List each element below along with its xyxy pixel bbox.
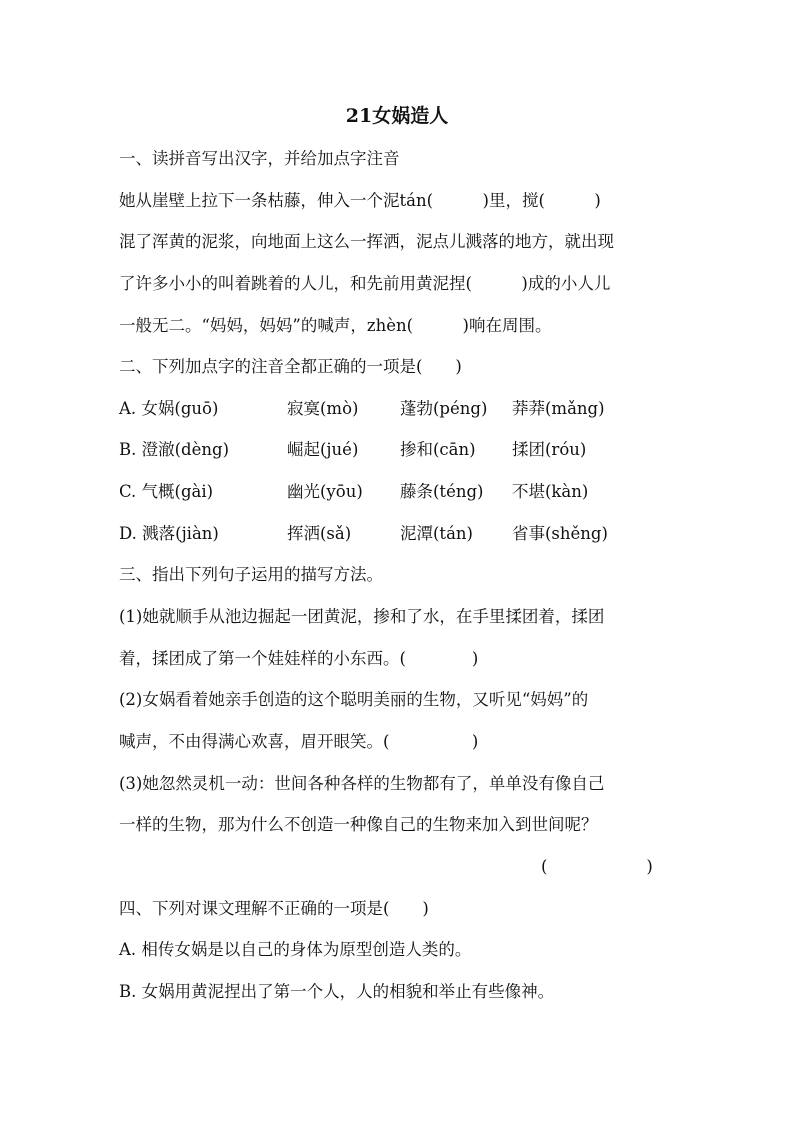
section3-line: (1)她就顺手从池边掘起一团黄泥，掺和了水，在手里揉团着，揉团	[119, 607, 605, 626]
answer-blank: ( )	[541, 857, 653, 876]
option-b-item-2: 崛起(jué)	[287, 440, 359, 459]
section3-line: (3)她忽然灵机一动：世间各种各样的生物都有了，单单没有像自己	[119, 774, 605, 793]
section3-line: (2)女娲看着她亲手创造的这个聪明美丽的生物，又听见“妈妈”的	[119, 690, 589, 709]
page-title: 21女娲造人	[345, 105, 449, 127]
section1-line: 混了浑黄的泥浆，向地面上这么一挥洒，泥点儿溅落的地方，就出现	[119, 232, 614, 251]
option-a-item-4: 莽莽(mǎng)	[512, 399, 605, 418]
option-b-item-3: 掺和(cān)	[400, 440, 476, 459]
option-c-item-4: 不堪(kàn)	[512, 482, 589, 501]
section1-line: 了许多小小的叫着跳着的人儿，和先前用黄泥捏( )成的小人儿	[119, 274, 611, 293]
option-a-item-3: 蓬勃(péng)	[400, 399, 488, 418]
section3-line: 喊声，不由得满心欢喜，眉开眼笑。( )	[119, 732, 479, 751]
section2-heading: 二、下列加点字的注音全都正确的一项是( )	[119, 357, 462, 376]
option-c-item-3: 藤条(téng)	[400, 482, 484, 501]
section4-option-a: A. 相传女娲是以自己的身体为原型创造人类的。	[119, 940, 472, 959]
section1-line: 她从崖壁上拉下一条枯藤，伸入一个泥tán( )里，搅( )	[119, 191, 601, 210]
option-a-item-2: 寂寞(mò)	[287, 399, 359, 418]
option-c-item-2: 幽光(yōu)	[287, 482, 363, 501]
section1-heading: 一、读拼音写出汉字，并给加点字注音	[119, 149, 400, 168]
section3-line: 一样的生物，那为什么不创造一种像自己的生物来加入到世间呢？	[119, 815, 598, 834]
option-b-item-1: B. 澄澈(dèng)	[119, 440, 230, 459]
option-b-item-4: 揉团(róu)	[512, 440, 587, 459]
section4-option-b: B. 女娲用黄泥捏出了第一个人，人的相貌和举止有些像神。	[119, 982, 555, 1001]
option-d-item-4: 省事(shěng)	[512, 524, 608, 543]
option-d-item-1: D. 溅落(jiàn)	[119, 524, 219, 543]
option-d-item-2: 挥洒(sǎ)	[287, 524, 352, 543]
option-a-item-1: A. 女娲(guō)	[119, 399, 219, 418]
option-d-item-3: 泥潭(tán)	[400, 524, 473, 543]
section3-heading: 三、指出下列句子运用的描写方法。	[119, 565, 383, 584]
section3-line: 着，揉团成了第一个娃娃样的小东西。( )	[119, 649, 479, 668]
section1-line: 一般无二。“妈妈，妈妈”的喊声，zhèn( )响在周围。	[119, 316, 552, 335]
section4-heading: 四、下列对课文理解不正确的一项是( )	[119, 899, 429, 918]
option-c-item-1: C. 气概(gài)	[119, 482, 214, 501]
